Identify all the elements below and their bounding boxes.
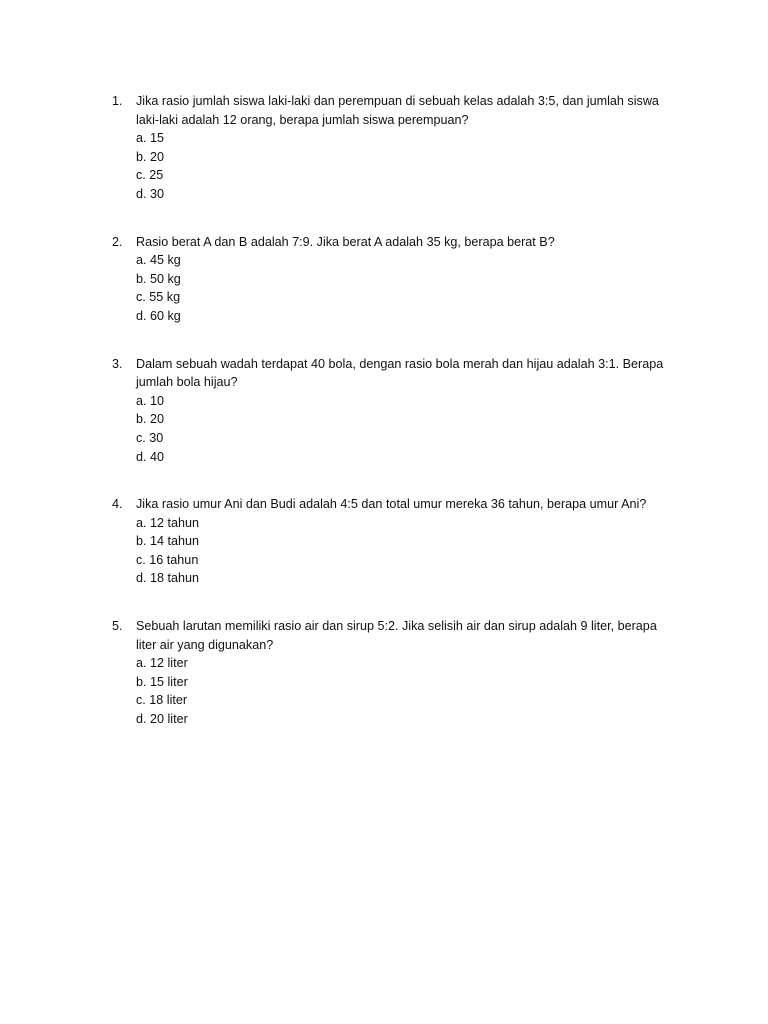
answer-option-b: b. 20	[136, 149, 165, 164]
answer-options	[136, 514, 672, 588]
answer-option-d: d. 20 liter	[136, 712, 188, 727]
question-text: Rasio berat A dan B adalah 7:9. Jika berat A adalah 35 kg, berapa berat B?	[136, 234, 555, 249]
answer-options	[136, 251, 672, 325]
question-1	[112, 92, 672, 204]
answer-option-b: b. 15 liter	[136, 674, 188, 689]
question-number: 2.	[112, 234, 123, 249]
answer-option-c: c. 55 kg	[136, 290, 181, 305]
answer-option-c: c. 18 liter	[136, 693, 188, 708]
answer-option-c: c. 30	[136, 430, 164, 445]
question-text: Jika rasio jumlah siswa laki-laki dan perempuan di sebuah kelas adalah 3:5, dan jumlah siswa laki-laki adalah 12 orang, berapa jumlah siswa perempuan?	[136, 94, 659, 127]
question-number: 3.	[112, 356, 123, 371]
question-text: Sebuah larutan memiliki rasio air dan sirup 5:2. Jika selisih air dan sirup adalah 9 liter, berapa liter air yang digunakan?	[136, 619, 657, 652]
answer-option-b: b. 50 kg	[136, 271, 181, 286]
question-text: Jika rasio umur Ani dan Budi adalah 4:5 dan total umur mereka 36 tahun, berapa umur Ani?	[136, 497, 647, 512]
question-number: 5.	[112, 619, 123, 634]
answer-option-b: b. 14 tahun	[136, 534, 200, 549]
answer-option-a: a. 10	[136, 393, 165, 408]
question-number: 4.	[112, 497, 123, 512]
answer-option-c: c. 16 tahun	[136, 552, 199, 567]
answer-options	[136, 654, 672, 728]
answer-option-d: d. 60 kg	[136, 308, 181, 323]
question-5	[112, 617, 672, 729]
answer-option-a: a. 12 liter	[136, 656, 188, 671]
answer-option-d: d. 40	[136, 449, 165, 464]
answer-option-a: a. 12 tahun	[136, 515, 200, 530]
answer-option-d: d. 30	[136, 186, 165, 201]
answer-option-a: a. 45 kg	[136, 253, 181, 268]
answer-option-a: a. 15	[136, 131, 165, 146]
question-number: 1.	[112, 94, 123, 108]
answer-options	[136, 392, 672, 466]
answer-option-d: d. 18 tahun	[136, 571, 200, 586]
answer-option-c: c. 25	[136, 168, 164, 183]
answer-option-b: b. 20	[136, 412, 165, 427]
question-list	[112, 92, 672, 758]
question-text: Dalam sebuah wadah terdapat 40 bola, dengan rasio bola merah dan hijau adalah 3:1. Berapa jumlah bola hijau?	[136, 356, 664, 390]
question-3	[112, 355, 672, 467]
answer-options	[136, 129, 672, 203]
question-4	[112, 495, 672, 588]
question-2	[112, 233, 672, 326]
